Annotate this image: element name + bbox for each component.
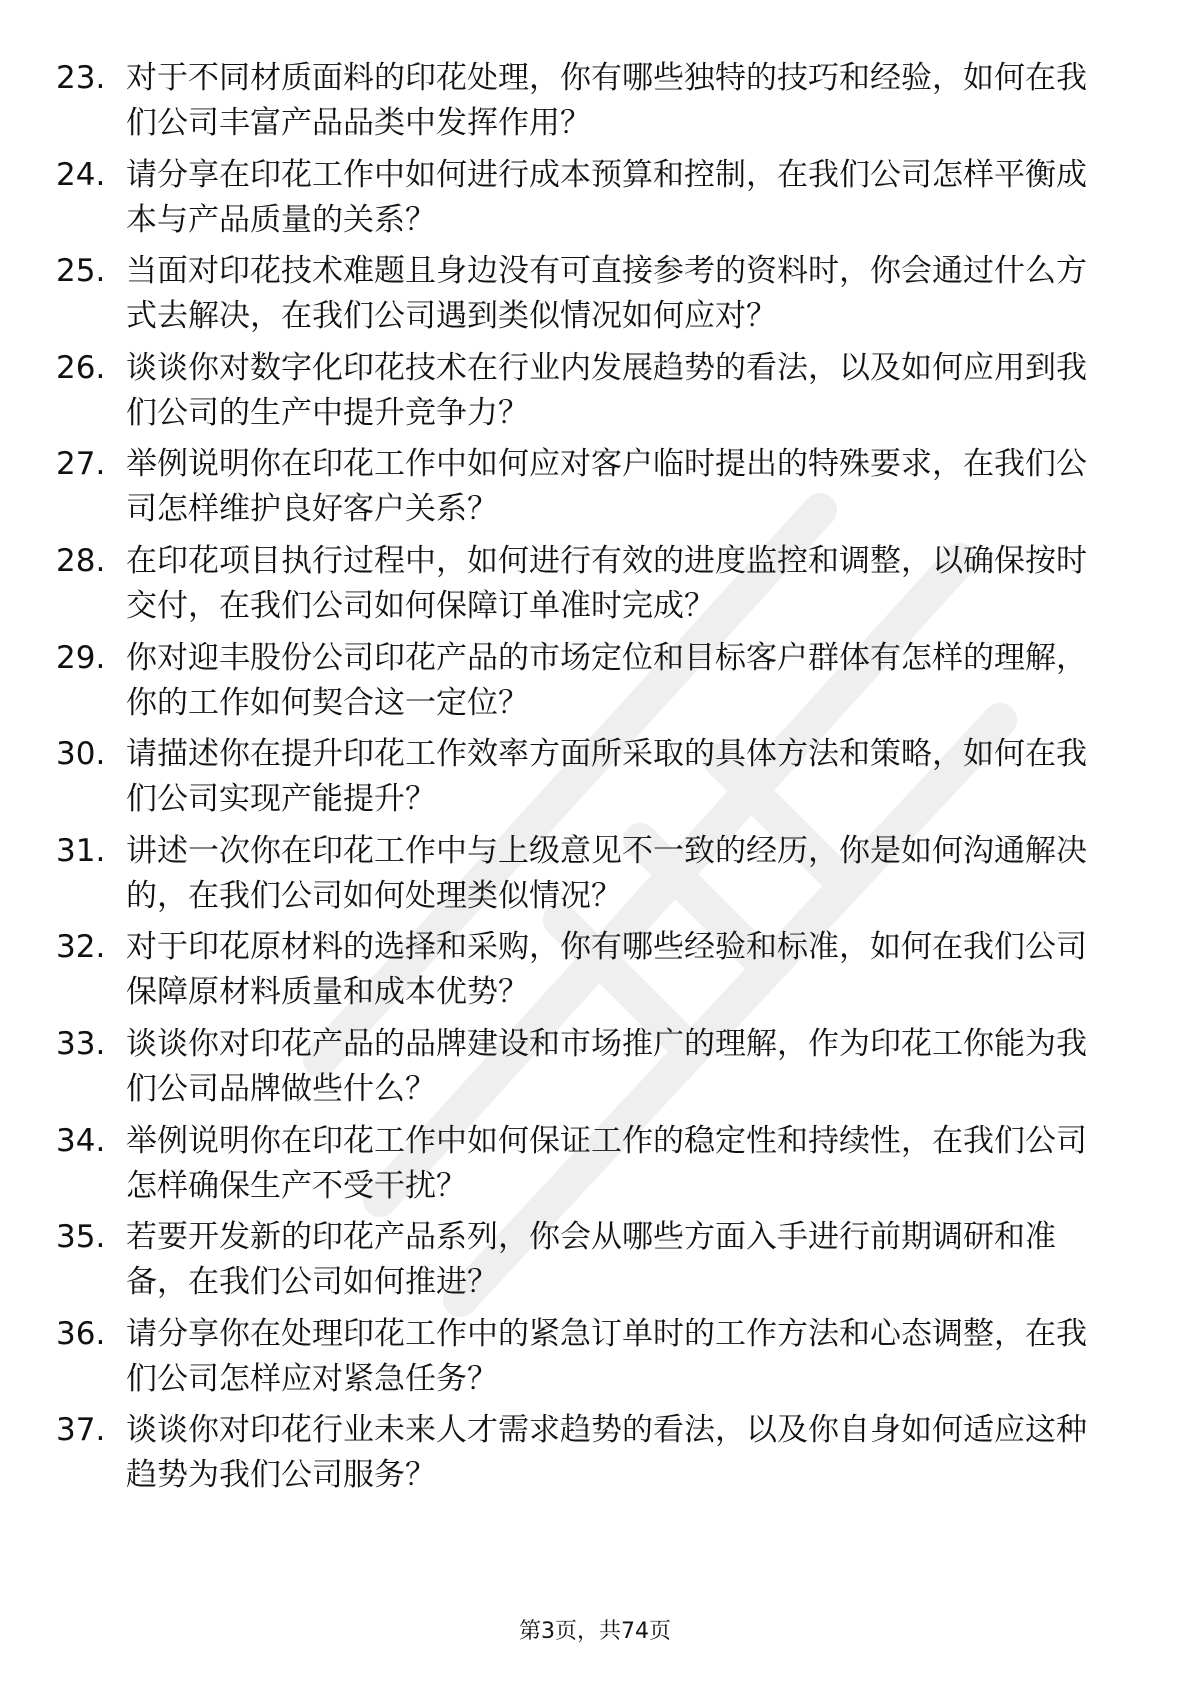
question-item <box>56 535 1116 632</box>
question-item <box>56 632 1116 729</box>
page-number-footer: 第3页，共74页 <box>519 1619 671 1644</box>
question-text: 在印花项目执行过程中，如何进行有效的进度监控和调整，以确保按时交付，在我们公司如何保障订单准时完成？ <box>126 542 1087 624</box>
question-item <box>56 1404 1116 1501</box>
question-item <box>56 728 1116 825</box>
question-number: 30. <box>56 736 106 773</box>
question-text: 对于不同材质面料的印花处理，你有哪些独特的技巧和经验，如何在我们公司丰富产品品类中发挥作用？ <box>126 60 1087 141</box>
question-item <box>56 1115 1116 1212</box>
question-text: 当面对印花技术难题且身边没有可直接参考的资料时，你会通过什么方式去解决，在我们公司遇到类似情况如何应对？ <box>126 253 1087 335</box>
question-text: 谈谈你对数字化印花技术在行业内发展趋势的看法，以及如何应用到我们公司的生产中提升竞争力？ <box>126 349 1087 431</box>
question-number: 23. <box>56 60 106 96</box>
question-item <box>56 921 1116 1018</box>
question-text: 讲述一次你在印花工作中与上级意见不一致的经历，你是如何沟通解决的，在我们公司如何处理类似情况？ <box>126 832 1087 914</box>
question-item <box>56 1018 1116 1115</box>
question-text: 请分享在印花工作中如何进行成本预算和控制，在我们公司怎样平衡成本与产品质量的关系？ <box>126 156 1087 238</box>
question-number: 36. <box>56 1315 106 1352</box>
question-number: 25. <box>56 253 106 290</box>
question-number: 34. <box>56 1122 106 1159</box>
question-text: 你对迎丰股份公司印花产品的市场定位和目标客户群体有怎样的理解，你的工作如何契合这一定位？ <box>126 639 1087 721</box>
question-item <box>56 438 1116 535</box>
question-text: 请描述你在提升印花工作效率方面所采取的具体方法和策略，如何在我们公司实现产能提升？ <box>126 736 1087 818</box>
question-number: 29. <box>56 639 106 676</box>
question-item <box>56 1308 1116 1405</box>
question-list <box>56 52 1116 1501</box>
question-number: 37. <box>56 1412 106 1449</box>
question-item <box>56 52 1116 149</box>
question-text: 谈谈你对印花产品的品牌建设和市场推广的理解，作为印花工你能为我们公司品牌做些什么？ <box>126 1025 1087 1107</box>
question-item <box>56 149 1116 246</box>
question-text: 举例说明你在印花工作中如何保证工作的稳定性和持续性，在我们公司怎样确保生产不受干扰？ <box>126 1122 1087 1204</box>
question-number: 24. <box>56 156 106 193</box>
question-item <box>56 1211 1116 1308</box>
question-number: 32. <box>56 929 106 966</box>
question-item <box>56 825 1116 922</box>
question-text: 举例说明你在印花工作中如何应对客户临时提出的特殊要求，在我们公司怎样维护良好客户关系？ <box>126 446 1087 528</box>
question-number: 28. <box>56 542 106 579</box>
question-text: 谈谈你对印花行业未来人才需求趋势的看法，以及你自身如何适应这种趋势为我们公司服务？ <box>126 1412 1087 1494</box>
question-text: 若要开发新的印花产品系列，你会从哪些方面入手进行前期调研和准备，在我们公司如何推进？ <box>126 1219 1056 1301</box>
question-number: 33. <box>56 1025 106 1062</box>
question-text: 对于印花原材料的选择和采购，你有哪些经验和标准，如何在我们公司保障原材料质量和成本优势？ <box>126 929 1087 1011</box>
question-number: 31. <box>56 832 106 869</box>
question-item <box>56 245 1116 342</box>
question-text: 请分享你在处理印花工作中的紧急订单时的工作方法和心态调整，在我们公司怎样应对紧急任务？ <box>126 1315 1087 1397</box>
question-item <box>56 342 1116 439</box>
question-number: 26. <box>56 349 106 386</box>
question-number: 35. <box>56 1219 106 1256</box>
question-number: 27. <box>56 446 106 483</box>
